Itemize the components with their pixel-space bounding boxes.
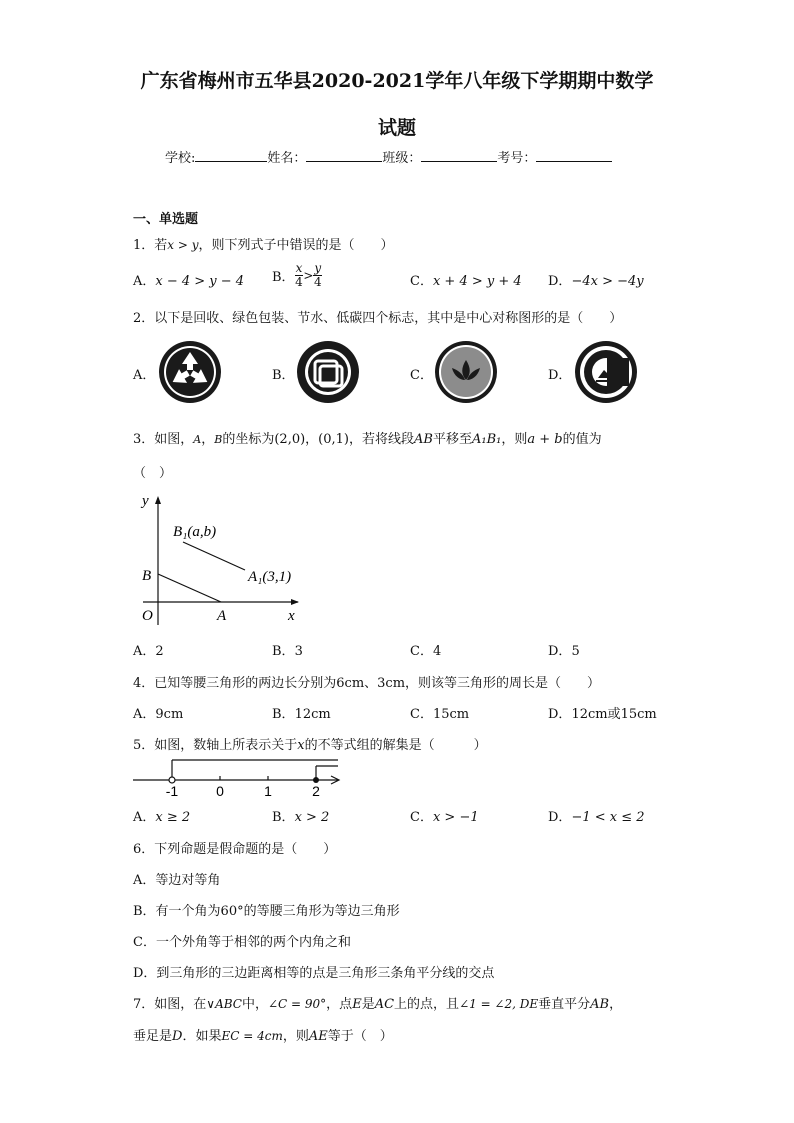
q2-option-a-label: A． [133, 368, 156, 383]
q1-b-right-num: y [314, 261, 322, 275]
q5-stem-b: 的不等式组的解集是（ ） [304, 738, 487, 753]
q1-option-d-label: D． [548, 274, 572, 289]
q5-option-a-label: A． [133, 810, 156, 825]
q5-option-d-value: −1 < x ≤ 2 [571, 810, 645, 825]
q5-option-c-label: C． [410, 810, 433, 825]
segment-ab [158, 574, 221, 602]
exam-no-blank[interactable] [536, 149, 612, 162]
q7-l2c: ，则 [282, 1029, 309, 1044]
q7-ac: AC [374, 997, 395, 1012]
q3-option-c [410, 640, 441, 659]
q1-option-d-text: −4x > −4y [571, 274, 644, 289]
q7-l1d: 是 [361, 997, 375, 1012]
q5-var: x [297, 738, 305, 753]
q2-stem: 2．以下是回收、绿色包装、节水、低碳四个标志，其中是中心对称图形的是（ ） [133, 311, 623, 326]
water-saving-logo-icon [434, 340, 498, 404]
q5-option-d [548, 806, 645, 825]
q4-option-b-label: B． [272, 707, 295, 722]
low-carbon-logo-icon [574, 340, 638, 404]
q7-l1g: ， [609, 997, 623, 1012]
doc-title-line1: 广东省梅州市五华县2020-2021学年八年级下学期期中数学 [140, 70, 654, 92]
q1-stem-b: ，则下列式子中错误的是（ ） [198, 238, 394, 253]
q3-option-b-label: B． [272, 644, 295, 659]
q3-paren: （ ） [133, 466, 173, 481]
q7-point-d: D [172, 1029, 183, 1044]
student-info-row [165, 147, 612, 166]
q4-option-a-label: A． [133, 707, 156, 722]
name-label: 姓名： [267, 151, 307, 166]
point-a1-label: A₁(3,1) [248, 569, 292, 585]
point-b-label: B [142, 568, 152, 584]
q1-condition: x > y [167, 238, 199, 252]
q5-option-b-value: x > 2 [294, 810, 330, 825]
q5-option-a-value: x ≥ 2 [155, 810, 191, 825]
q1-option-b-right-frac [313, 262, 322, 289]
q5-option-b-label: B． [272, 810, 295, 825]
q2-option-c-label: C． [410, 368, 433, 383]
q3-option-d [548, 640, 580, 659]
q5-number-line [133, 752, 343, 798]
q3-seg: AB [414, 432, 433, 447]
section-heading: 一、单选题 [133, 212, 199, 227]
y-axis-label: y [142, 493, 149, 509]
q6-option-c: C．一个外角等于相邻的两个内角之和 [133, 935, 351, 950]
q3-option-b-value: 3 [294, 644, 303, 659]
q4-stem: 4．已知等腰三角形的两边长分别为6cm、3cm，则该等三角形的周长是（ ） [133, 676, 601, 691]
q7-l1a: 7．如图，在 [133, 997, 207, 1012]
q7-l1b: 中， [241, 997, 268, 1012]
q1-b-left-num: x [295, 261, 303, 275]
x-axis-label: x [288, 608, 295, 624]
q7-l1e: 上的点，且 [394, 997, 460, 1012]
q3-expr: a + b [527, 432, 563, 447]
q7-l1f: 垂直平分 [538, 997, 591, 1012]
q7-l2b: ．如果 [182, 1029, 222, 1044]
q4-option-b [272, 703, 331, 722]
q5-option-c-value: x > −1 [432, 810, 479, 825]
q4-option-c-label: C． [410, 707, 433, 722]
q7-line2 [133, 1025, 393, 1044]
q5-stem-a: 5．如图，数轴上所表示关于 [133, 738, 298, 753]
tick-label-neg1: -1 [165, 783, 179, 798]
q4-option-c-value: 15cm [432, 707, 470, 722]
q3-option-a-label: A． [133, 644, 156, 659]
q7-ab: AB [590, 997, 610, 1012]
q3-option-a [133, 640, 164, 659]
segment-a1b1 [183, 542, 245, 570]
q6-option-d: D．到三角形的三边距离相等的点是三角形三条角平分线的交点 [133, 966, 495, 981]
q3-sep: ， [201, 432, 215, 447]
q1-option-c-text: x + 4 > y + 4 [432, 274, 522, 289]
q1-option-d [548, 270, 644, 289]
q1-option-b [272, 262, 322, 289]
q3-stem-a: 3．如图， [133, 432, 194, 447]
q3-stem-f: 的值为 [562, 432, 602, 447]
q1-option-a [133, 270, 244, 289]
q3-option-c-value: 4 [432, 644, 442, 659]
q4-option-a-value: 9cm [155, 707, 184, 722]
q5-option-a [133, 806, 190, 825]
q3-point-a: A [193, 433, 202, 446]
q1-option-a-text: x − 4 > y − 4 [155, 274, 245, 289]
q7-l1c: ，点 [326, 997, 353, 1012]
q7-angle: ∠C = 90° [267, 997, 327, 1011]
class-blank[interactable] [421, 149, 497, 162]
q5-stem [133, 734, 487, 753]
q1-b-right-den: 4 [313, 275, 322, 289]
tick-label-0: 0 [216, 783, 224, 798]
recycle-logo-icon [158, 340, 222, 404]
q1-b-op: > [303, 268, 314, 283]
origin-label: O [142, 608, 153, 624]
q2-option-d-label: D． [548, 368, 572, 383]
q3-seg2: A₁B₁ [471, 432, 502, 447]
q4-option-a [133, 703, 183, 722]
q5-option-d-label: D． [548, 810, 572, 825]
exam-no-label: 考号： [497, 151, 537, 166]
point-a-label: A [217, 608, 227, 624]
q4-option-d-value: 12cm或15cm [571, 707, 657, 722]
q7-triangle: ∨ABC [206, 997, 242, 1011]
q3-stem-b: 的坐标为 [222, 432, 275, 447]
q7-l2a: 垂足是 [133, 1029, 173, 1044]
q3-stem [133, 428, 602, 447]
q3-stem-d: 平移至 [432, 432, 472, 447]
q3-option-b [272, 640, 303, 659]
green-packaging-logo-icon [296, 340, 360, 404]
school-blank[interactable] [195, 149, 267, 162]
q4-option-d [548, 703, 657, 722]
q3-option-c-label: C． [410, 644, 433, 659]
q1-option-a-label: A． [133, 274, 156, 289]
q5-option-c [410, 806, 479, 825]
q3-coordinate-graph [133, 490, 313, 630]
q3-stem-c: ，若将线段 [349, 432, 415, 447]
q6-stem: 6．下列命题是假命题的是（ ） [133, 842, 337, 857]
q7-condition: ∠1 = ∠2, DE [459, 997, 539, 1011]
q4-option-b-value: 12cm [294, 707, 331, 722]
q6-option-a: A．等边对等角 [133, 873, 221, 888]
q1-stem-a: 1．若 [133, 238, 168, 253]
q1-option-b-label: B． [272, 270, 295, 285]
q4-option-d-label: D． [548, 707, 572, 722]
q3-option-a-value: 2 [155, 644, 164, 659]
q7-point-e: E [352, 997, 362, 1012]
q3-option-d-value: 5 [571, 644, 580, 659]
name-blank[interactable] [306, 149, 382, 162]
school-label: 学校: [165, 151, 196, 166]
q7-ec: EC = 4cm [221, 1029, 283, 1043]
q7-line1 [133, 993, 622, 1012]
q3-stem-e: ，则 [501, 432, 528, 447]
q1-stem [133, 234, 394, 253]
q7-l2d: 等于（ ） [327, 1029, 393, 1044]
point-b1-label: B₁(a,b) [173, 524, 217, 540]
q4-option-c [410, 703, 469, 722]
q5-option-b [272, 806, 329, 825]
class-label: 班级： [382, 151, 422, 166]
q2-option-b-label: B． [272, 368, 295, 383]
q3-point-b: B [214, 433, 223, 446]
tick-label-2: 2 [312, 783, 320, 798]
q6-option-b: B．有一个角为60°的等腰三角形为等边三角形 [133, 904, 400, 919]
doc-title-line2: 试题 [377, 117, 416, 139]
q3-option-d-label: D． [548, 644, 572, 659]
q1-option-c [410, 270, 522, 289]
tick-label-1: 1 [264, 783, 272, 798]
q1-b-left-den: 4 [295, 275, 303, 289]
q3-coords: (2,0)，(0,1) [274, 432, 349, 447]
q7-ae: AE [308, 1029, 328, 1044]
q1-option-c-label: C． [410, 274, 433, 289]
